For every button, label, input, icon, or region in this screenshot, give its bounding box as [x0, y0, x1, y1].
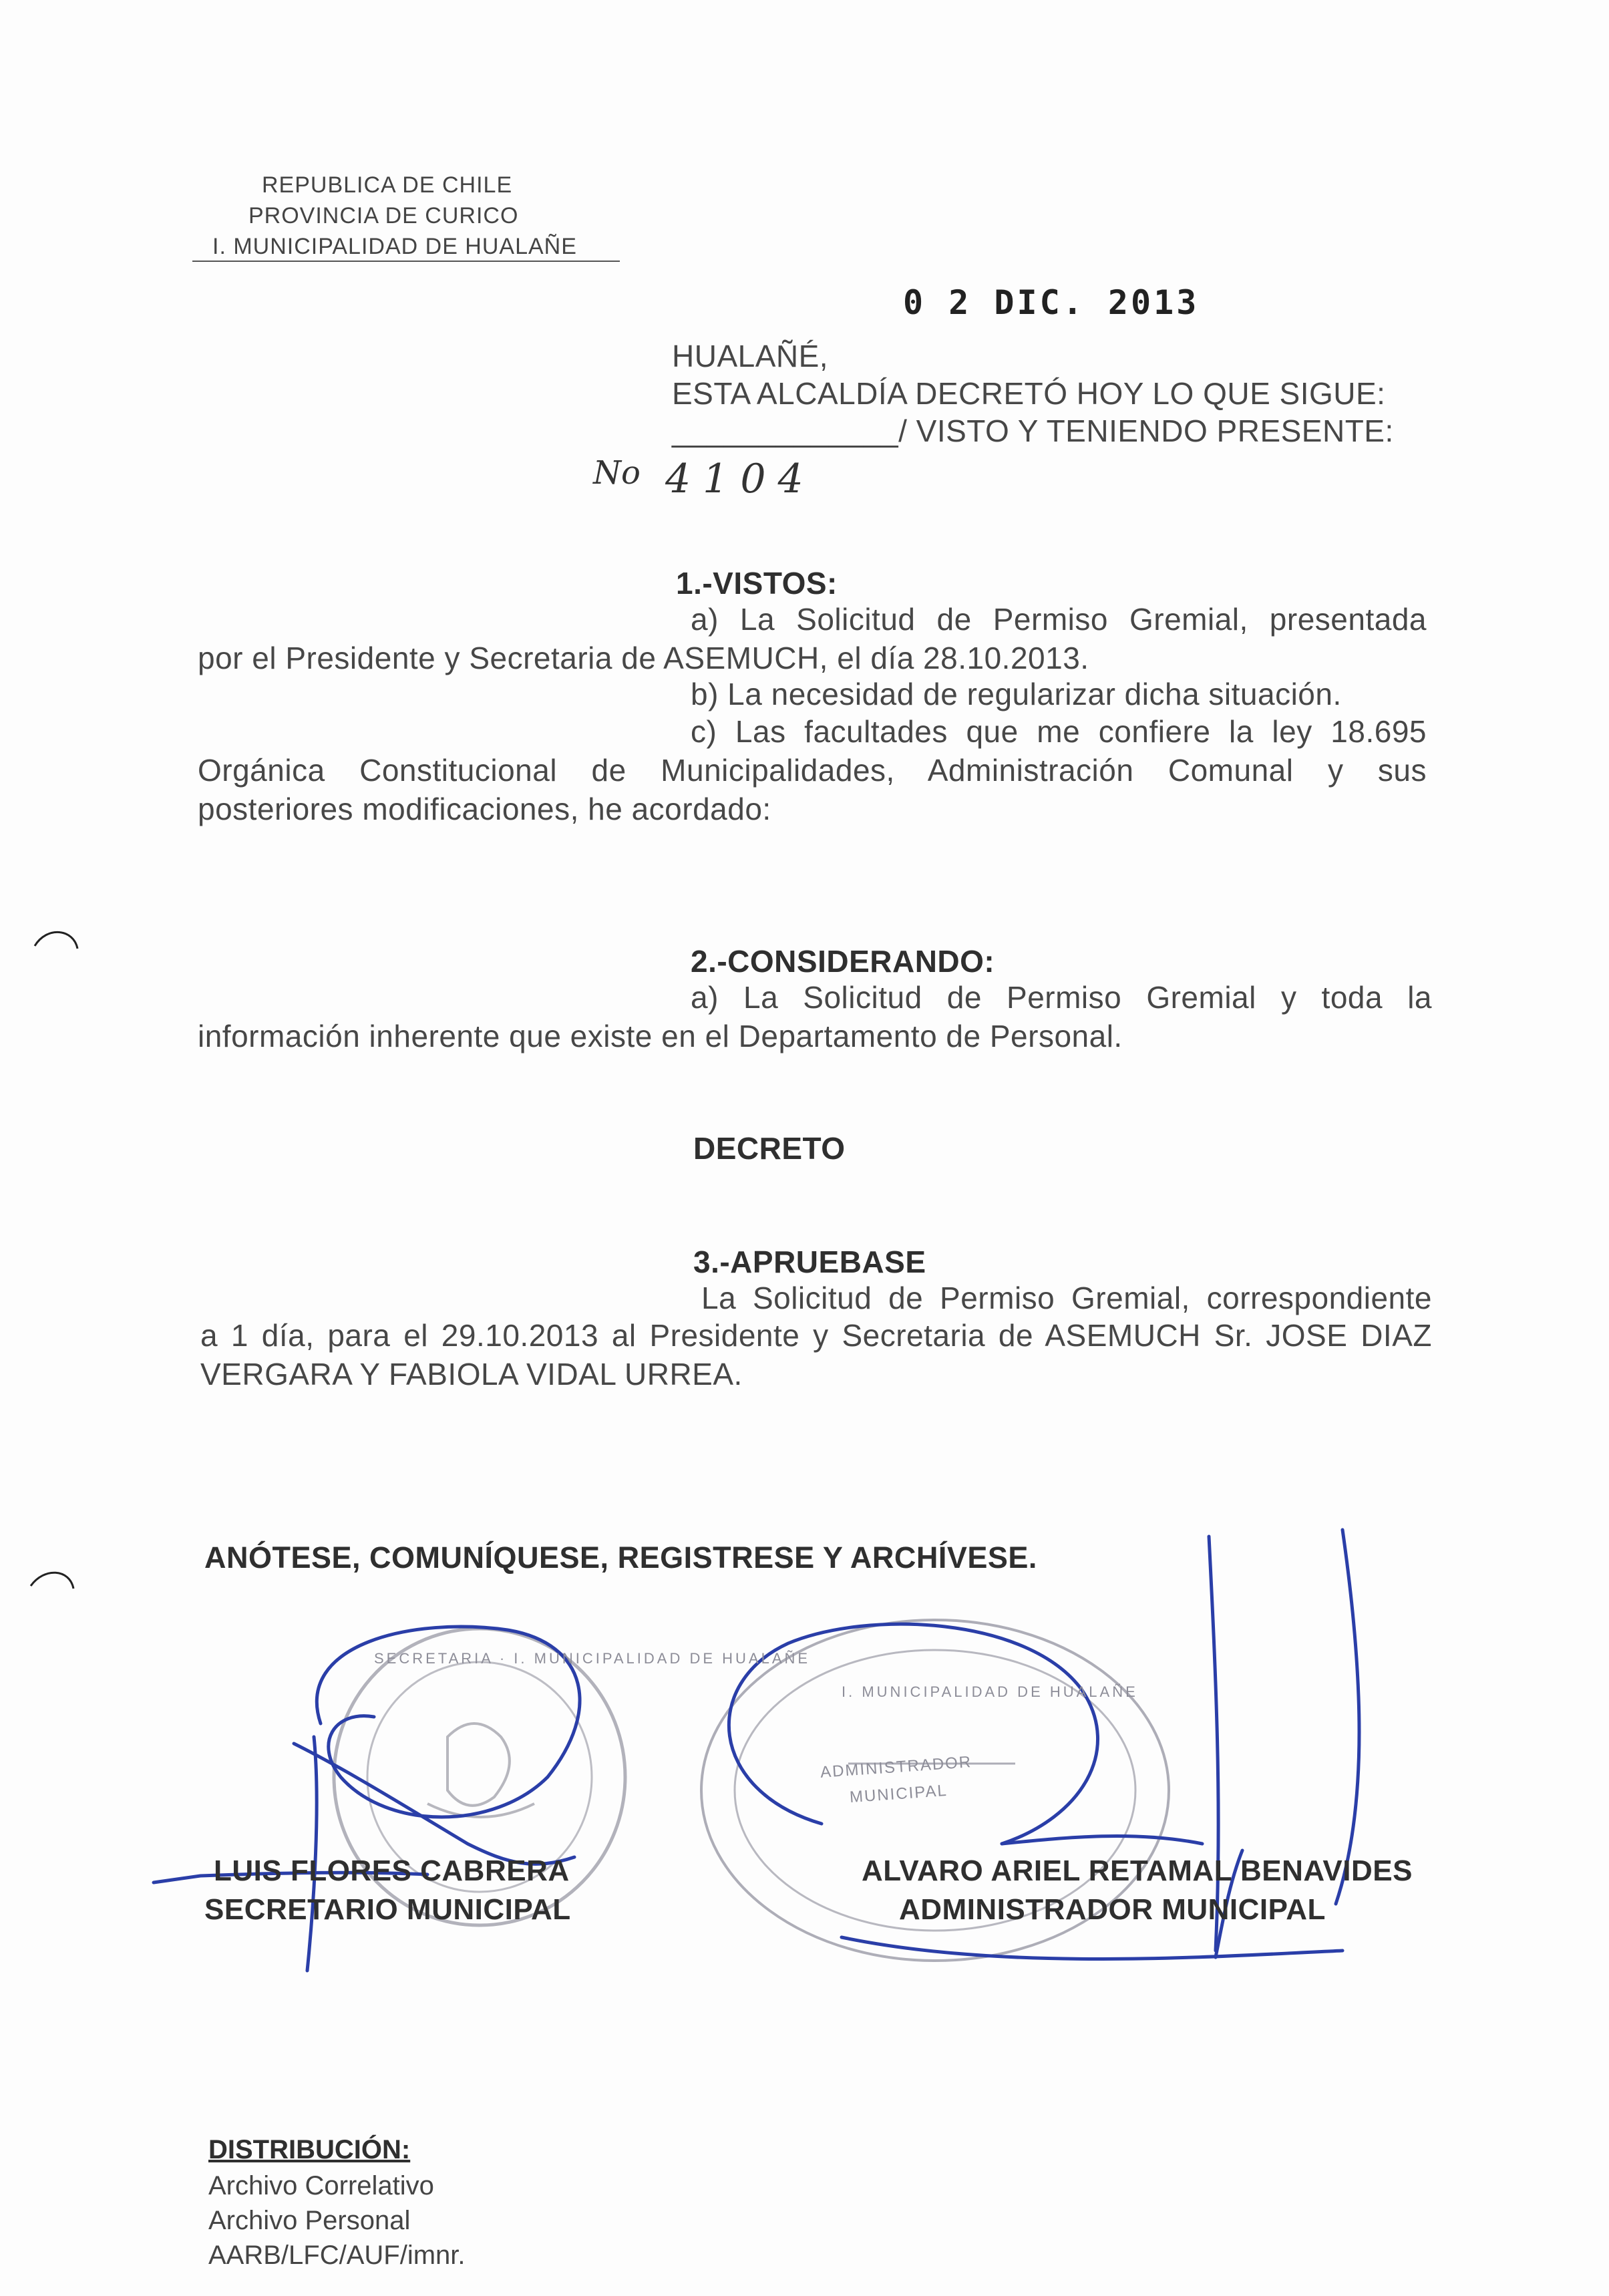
distribution-heading: DISTRIBUCIÓN: — [208, 2135, 411, 2164]
header-line-2: PROVINCIA DE CURICO — [248, 203, 519, 228]
section1-c-second: Orgánica Constitucional de Municipalidades, Administración Comunal y sus — [198, 753, 1427, 788]
intro-place: HUALAÑÉ, — [672, 339, 829, 373]
section1-a-first: a) La Solicitud de Permiso Gremial, presentada — [691, 602, 1427, 637]
right-signatory-title: ADMINISTRADOR MUNICIPAL — [899, 1893, 1326, 1926]
right-seal-center-2: MUNICIPAL — [849, 1781, 948, 1807]
distribution-item-2: Archivo Personal — [208, 2206, 411, 2235]
header-line-3: I. MUNICIPALIDAD DE HUALAÑE — [212, 234, 577, 259]
section2-a-first: a) La Solicitud de Permiso Gremial y toda la — [691, 980, 1432, 1015]
decreto-heading: DECRETO — [693, 1131, 846, 1166]
right-seal-ring: I. MUNICIPALIDAD DE HUALAÑE — [842, 1683, 1138, 1700]
left-signatory-name: LUIS FLORES CABRERA — [214, 1854, 570, 1887]
decree-number-prefix: No — [593, 454, 641, 492]
distribution-item-3: AARB/LFC/AUF/imnr. — [208, 2241, 466, 2270]
intro-visto-line: _____________/ VISTO Y TENIENDO PRESENTE: — [672, 414, 1394, 448]
right-seal-center-1: ADMINISTRADOR — [820, 1753, 972, 1782]
decree-number: 4104 — [665, 456, 816, 502]
section3-line-1: La Solicitud de Permiso Gremial, correspondiente — [701, 1281, 1432, 1315]
section3-line-2: a 1 día, para el 29.10.2013 al Presidente y Secretaria de ASEMUCH Sr. JOSE DIAZ — [200, 1318, 1432, 1353]
left-signatory-title: SECRETARIO MUNICIPAL — [204, 1893, 571, 1926]
right-signatory-name: ALVARO ARIEL RETAMAL BENAVIDES — [862, 1854, 1413, 1887]
intro-decree-line: ESTA ALCALDÍA DECRETÓ HOY LO QUE SIGUE: — [672, 376, 1386, 411]
punch-hole-bottom — [31, 1573, 73, 1589]
section1-a-second: por el Presidente y Secretaria de ASEMUCH, el día 28.10.2013. — [198, 641, 1089, 675]
section2-heading: 2.-CONSIDERANDO: — [691, 944, 995, 979]
closing-line: ANÓTESE, COMUNÍQUESE, REGISTRESE Y ARCHÍVESE. — [204, 1540, 1037, 1575]
left-seal-ring: SECRETARIA · I. MUNICIPALIDAD DE HUALAÑE — [374, 1650, 811, 1667]
punch-hole-top — [35, 932, 77, 949]
section1-c-third: posteriores modificaciones, he acordado: — [198, 792, 771, 826]
section1-c-first: c) Las facultades que me confiere la ley 18.695 — [691, 714, 1427, 749]
section3-line-3: VERGARA Y FABIOLA VIDAL URREA. — [200, 1357, 743, 1391]
distribution-item-1: Archivo Correlativo — [208, 2171, 434, 2200]
section2-a-second: información inherente que existe en el Departamento de Personal. — [198, 1019, 1123, 1053]
section3-heading: 3.-APRUEBASE — [693, 1245, 926, 1279]
header-line-1: REPUBLICA DE CHILE — [262, 172, 513, 198]
section1-heading: 1.-VISTOS: — [676, 566, 838, 601]
section1-b: b) La necesidad de regularizar dicha situación. — [691, 677, 1342, 711]
date-stamp: 0 2 DIC. 2013 — [903, 283, 1200, 322]
